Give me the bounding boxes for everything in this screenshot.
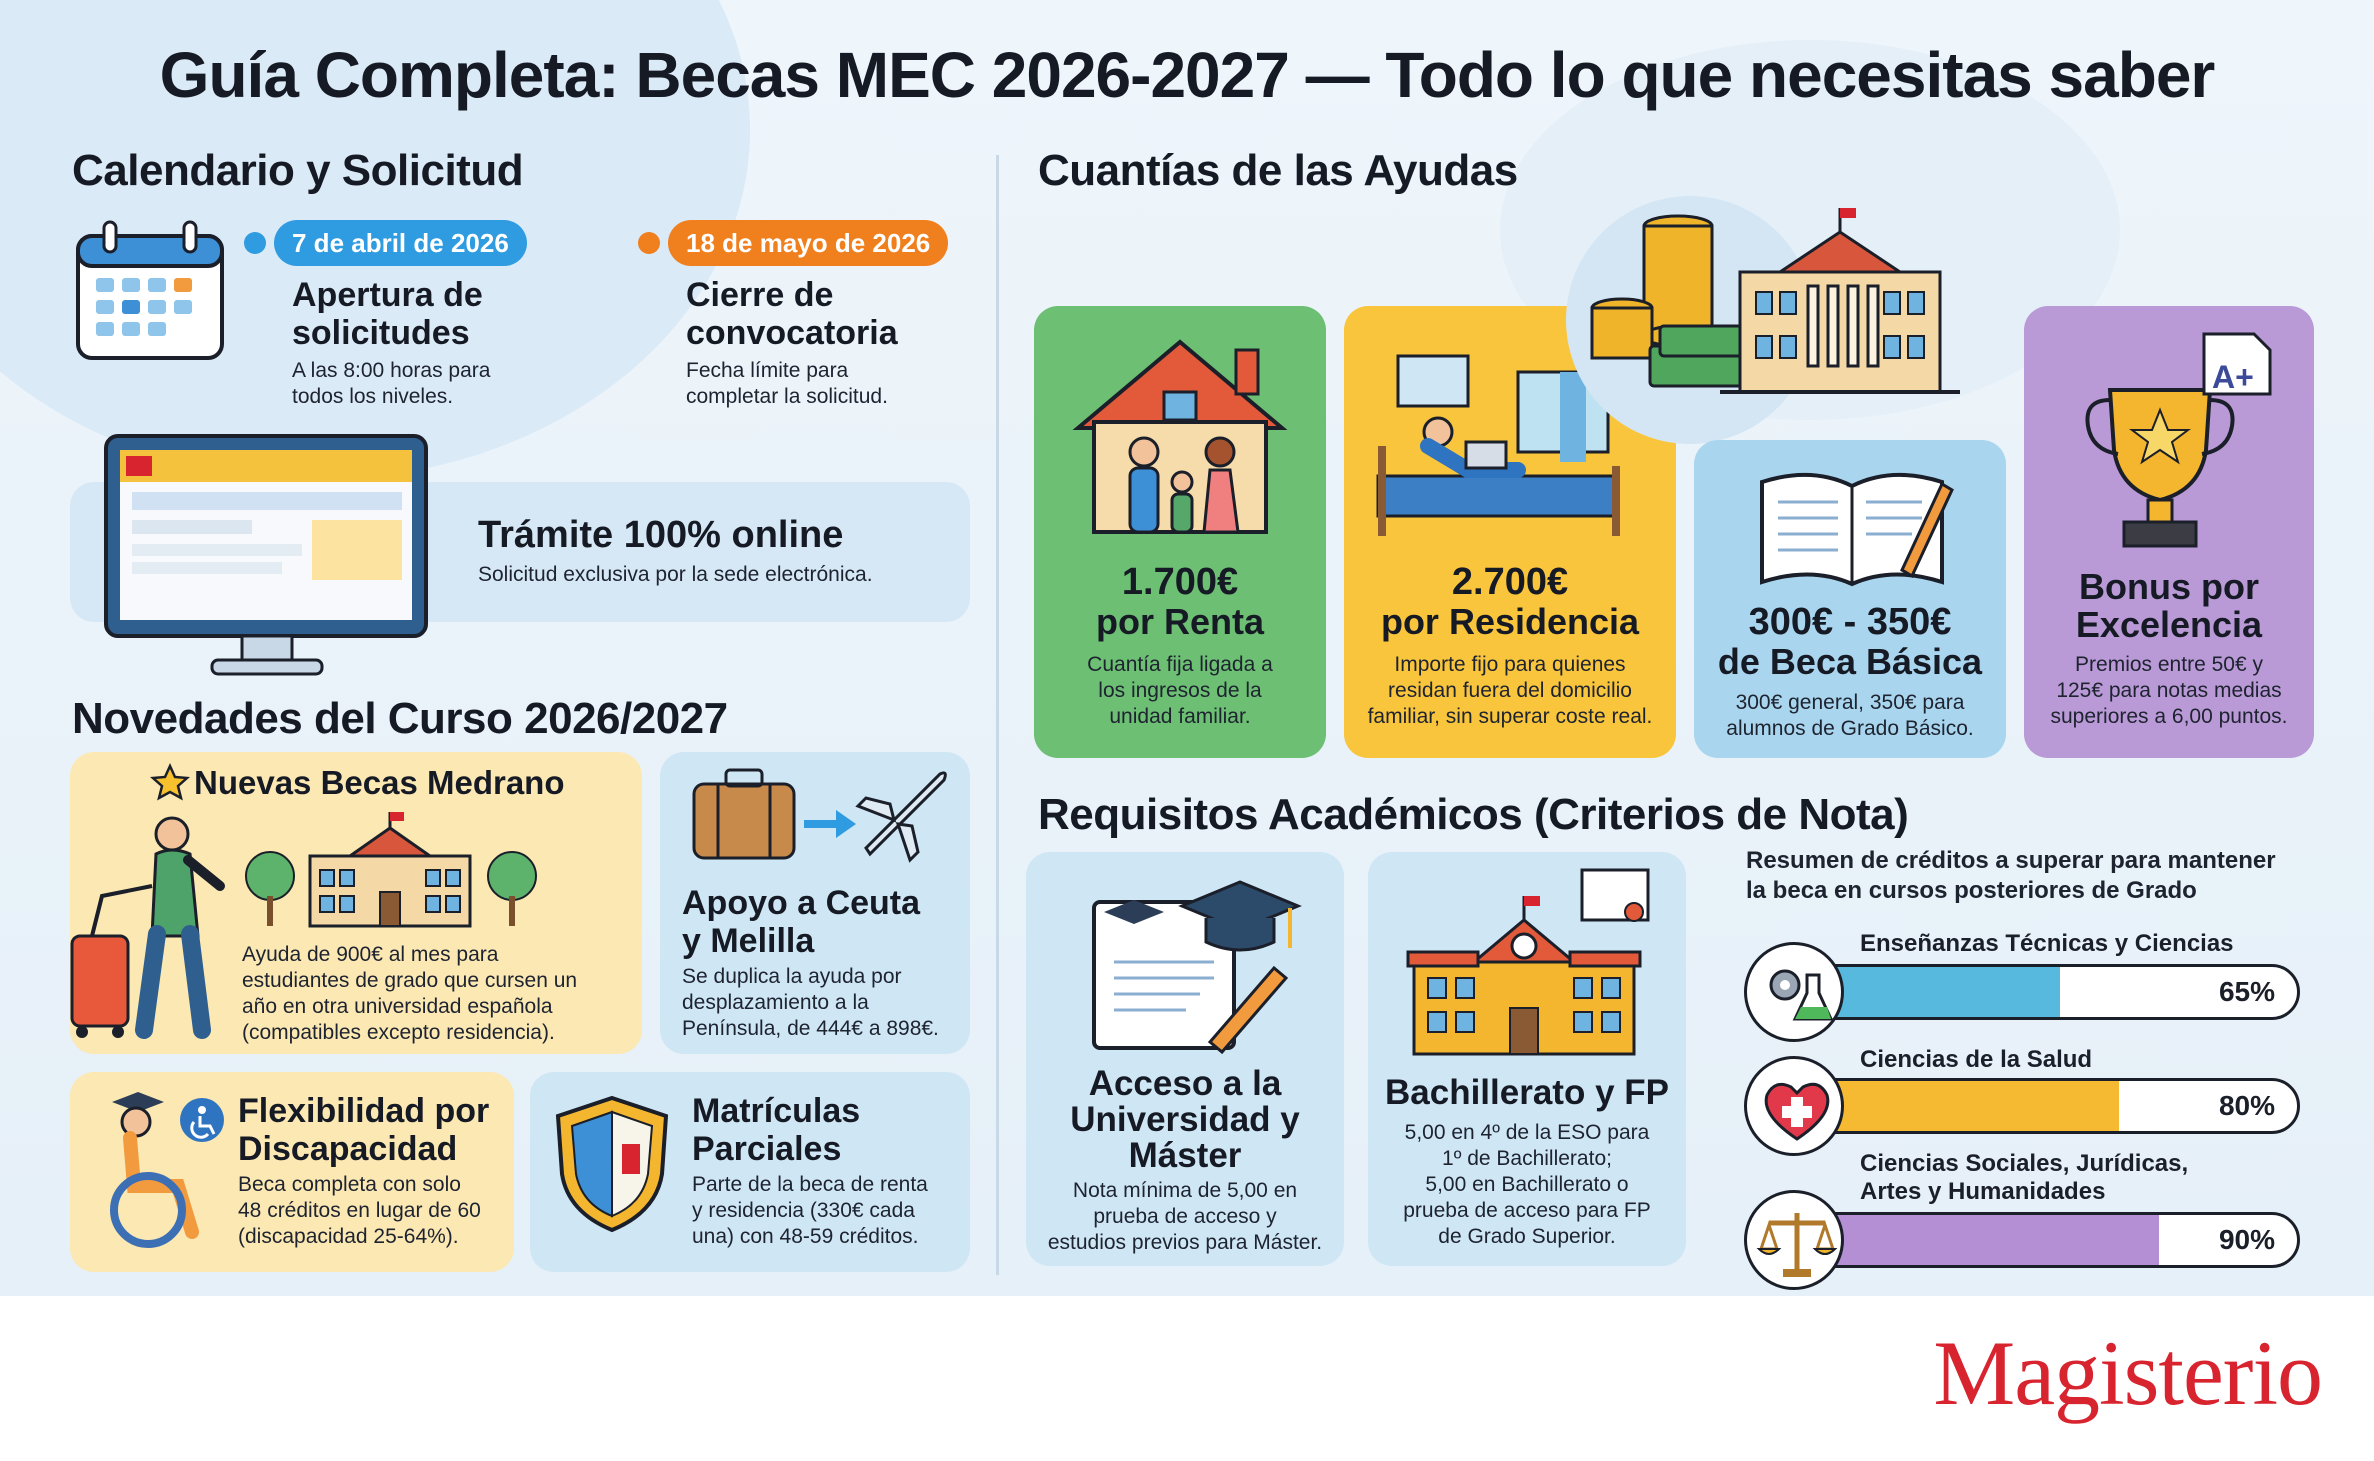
ceuta-desc: Se duplica la ayuda por desplazamiento a la Península, de 444€ a 898€. — [682, 965, 939, 1040]
money-building-icon — [1560, 196, 2020, 446]
timeline-dot — [638, 232, 660, 254]
basica-label: de Beca Básica — [1717, 641, 1983, 682]
residencia-desc: Importe fijo para quienes residan fuera del domicilio familiar, sin superar coste real. — [1367, 653, 1653, 728]
residencia-amount: 2.700€ — [1451, 561, 1569, 603]
university-building-icon — [240, 812, 540, 932]
section-title-novedades: Novedades del Curso 2026/2027 — [72, 694, 728, 743]
ceuta-title: Apoyo a Ceuta y Melilla — [682, 884, 921, 960]
computer-monitor-icon — [102, 432, 432, 682]
excelencia-title: Bonus por Excelencia — [2075, 566, 2263, 645]
bar-value: 90% — [2218, 1224, 2275, 1255]
medrano-title: Nuevas Becas Medrano — [194, 764, 565, 801]
bar-value: 80% — [2218, 1090, 2275, 1121]
bar-label: Ciencias de la Salud — [1860, 1046, 2093, 1073]
apertura-desc: A las 8:00 horas para todos los niveles. — [292, 359, 491, 408]
progress-bar — [1800, 1212, 2300, 1268]
acceso-desc: Nota mínima de 5,00 en prueba de acceso y estudios previos para Máster. — [1047, 1179, 1323, 1254]
suitcase-plane-icon — [690, 764, 950, 864]
matriculas-desc: Parte de la beca de renta y residencia (330€ cada una) con 48-59 créditos. — [692, 1173, 928, 1248]
progress-bar — [1800, 964, 2300, 1020]
apertura-title: Apertura de solicitudes — [292, 276, 483, 352]
date-badge-apertura: 7 de abril de 2026 — [274, 220, 527, 266]
school-building-icon — [1404, 862, 1654, 1062]
renta-desc: Cuantía fija ligada a los ingresos de la unidad familiar. — [1087, 653, 1273, 728]
star-icon — [152, 764, 188, 800]
discapacidad-title: Flexibilidad por Discapacidad — [238, 1092, 490, 1168]
heart-cross-icon — [1744, 1056, 1844, 1156]
medrano-desc: Ayuda de 900€ al mes para estudiantes de grado que cursen un año en otra universidad española (compatibles excepto residencia). — [242, 943, 578, 1044]
cierre-title: Cierre de convocatoria — [686, 276, 898, 352]
section-title-requisitos: Requisitos Académicos (Criterios de Nota) — [1038, 790, 1909, 839]
excelencia-desc: Premios entre 50€ y 125€ para notas medias superiores a 6,00 puntos. — [2050, 653, 2288, 728]
bachillerato-title: Bachillerato y FP — [1385, 1073, 1669, 1112]
calendar-icon — [76, 222, 226, 362]
grade-badge: A+ — [2212, 359, 2254, 395]
basica-amount: 300€ - 350€ — [1748, 601, 1952, 643]
renta-label: por Renta — [1095, 601, 1264, 642]
basica-desc: 300€ general, 350€ para alumnos de Grado Básico. — [1726, 691, 1974, 740]
matriculas-title: Matrículas Parciales — [692, 1092, 861, 1168]
residencia-label: por Residencia — [1380, 601, 1640, 642]
bar-label: Ciencias Sociales, Jurídicas, Artes y Humanidades — [1860, 1150, 2189, 1205]
student-traveler-icon — [62, 816, 252, 1056]
acceso-title: Acceso a la Universidad y Máster — [1070, 1064, 1300, 1175]
online-desc: Solicitud exclusiva por la sede electrónica. — [478, 563, 873, 586]
page-title: Guía Completa: Becas MEC 2026-2027 — Todo lo que necesitas saber — [159, 39, 2215, 111]
magisterio-logo[interactable]: Magisterio — [1933, 1322, 2322, 1424]
bar-fill — [1803, 1215, 2159, 1265]
bar-fill — [1803, 1081, 2119, 1131]
bar-label: Enseñanzas Técnicas y Ciencias — [1860, 930, 2234, 957]
bar-value: 65% — [2218, 976, 2275, 1007]
wheelchair-graduate-icon — [88, 1092, 228, 1252]
diploma-cap-icon — [1090, 872, 1310, 1052]
gear-flask-icon — [1744, 942, 1844, 1042]
house-family-icon — [1060, 336, 1300, 536]
online-title: Trámite 100% online — [478, 514, 844, 556]
date-badge-cierre: 18 de mayo de 2026 — [668, 220, 948, 266]
section-title-calendario: Calendario y Solicitud — [72, 146, 524, 195]
cierre-desc: Fecha límite para completar la solicitud. — [686, 359, 888, 408]
open-book-pencil-icon — [1752, 462, 1952, 592]
bachillerato-desc: 5,00 en 4º de la ESO para 1º de Bachillerato; 5,00 en Bachillerato o prueba de acceso para FP de Grado Superior. — [1403, 1121, 1651, 1248]
section-title-cuantias: Cuantías de las Ayudas — [1038, 146, 1518, 195]
column-divider — [996, 155, 999, 1275]
progress-bar — [1800, 1078, 2300, 1134]
renta-amount: 1.700€ — [1121, 561, 1239, 603]
resumen-creditos: Resumen de créditos a superar para mantener la beca en cursos posteriores de Grado — [1746, 847, 2276, 904]
scales-icon — [1744, 1190, 1844, 1290]
shield-icon — [552, 1094, 672, 1234]
timeline-dot — [244, 232, 266, 254]
discapacidad-desc: Beca completa con solo 48 créditos en lugar de 60 (discapacidad 25-64%). — [238, 1173, 481, 1248]
